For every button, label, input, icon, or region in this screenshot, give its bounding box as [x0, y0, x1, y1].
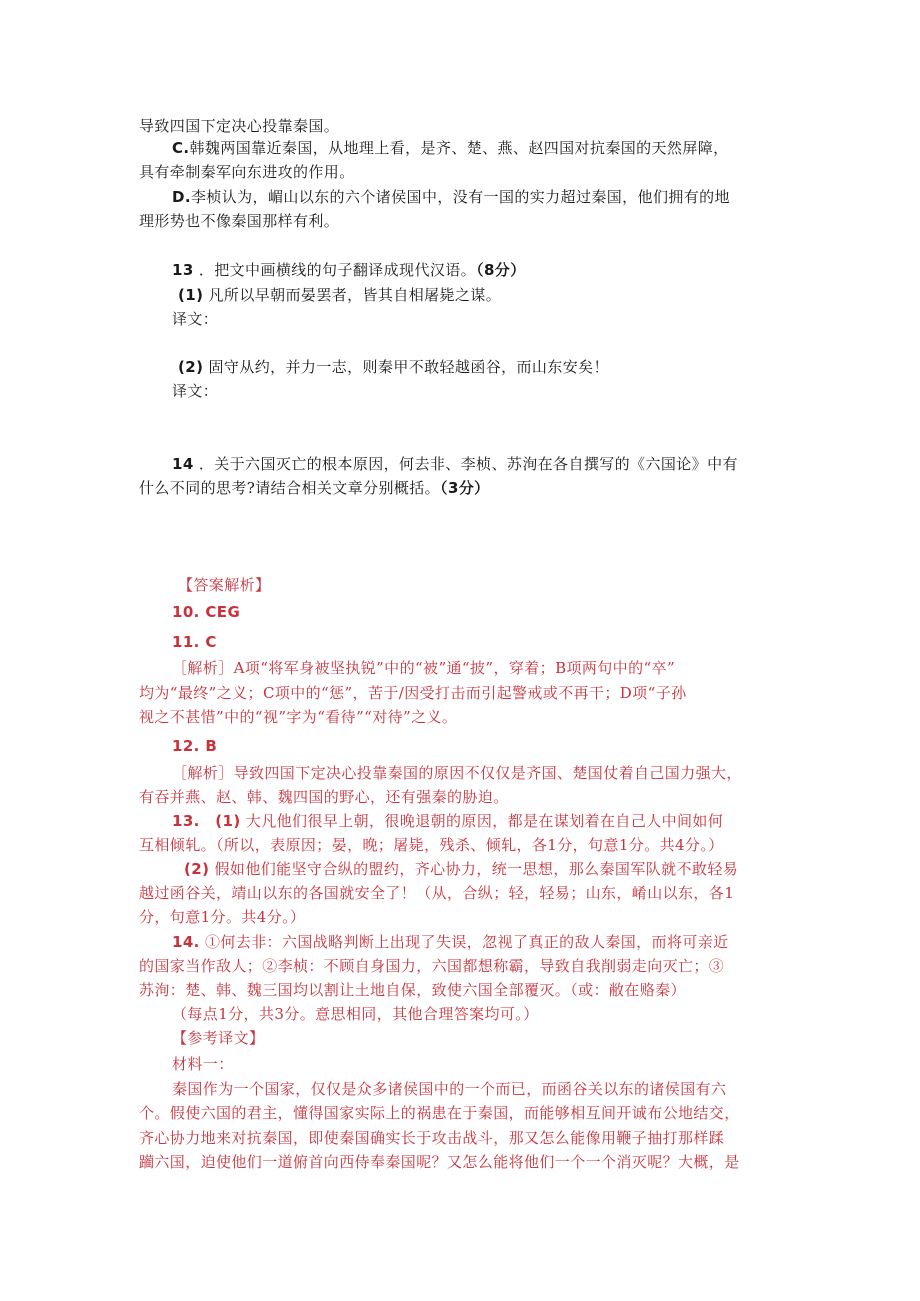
question-13-sentence-1: [178, 284, 501, 306]
translation-line-4: 躏六国，迫使他们一道俯首向西侍奉秦国呢？又怎么能将他们一个一个消灭呢？大概，是: [139, 1153, 740, 1171]
question-14-number: 14: [172, 455, 194, 473]
question-14-score: （3分）: [440, 479, 490, 497]
answer-13-1b: 互相倾轧。（所以，表原因；晏，晚；屠毙，残杀、倾轧，各1分，句意1分。共4分。）: [139, 836, 724, 854]
sentence-2-number: (2): [178, 358, 204, 376]
question-13-score: （8分）: [476, 261, 526, 279]
sentence-1-number: (1): [178, 286, 204, 304]
answer-12: 12. B: [172, 737, 218, 755]
answer-11-exp-1b: A项“将军身被坚执锐”中的“被”通“披”，穿着；: [233, 659, 556, 677]
option-d-text: 李桢认为，嵋山以东的六个诸侯国中，没有一国的实力超过秦国，他们拥有的地: [190, 188, 730, 206]
answer-14-3: 苏洵：楚、韩、魏三国均以割让土地自保，致使六国全部覆灭。（或：敝在赂秦）: [139, 981, 686, 999]
answer-11: 11. C: [172, 633, 217, 651]
answer-12-exp-2: 有吞并燕、赵、韩、魏四国的野心，还有强秦的胁迫。: [139, 788, 509, 806]
answer-11-exp-1: [172, 657, 675, 679]
answer-13-s1-number: (1): [215, 812, 241, 830]
sentence-1-text: 凡所以早朝而晏罢者，皆其自相屠毙之谋。: [208, 286, 502, 304]
answer-13-2a: 假如他们能坚守合纵的盟约，齐心协力，统一思想，那么秦国军队就不敢轻易: [214, 860, 739, 878]
answer-13-1a: 大凡他们很早上朝，很晚退朝的原因，都是在谋划着在自己人中间如何: [245, 812, 724, 830]
sentence-2-text: 固守从约，并力一志，则秦甲不敢轻越函谷，而山东安矣！: [208, 358, 609, 376]
option-c-text: 韩魏两国靠近秦国，从地理上看，是齐、楚、燕、赵四国对抗秦国的天然屏障，: [189, 139, 729, 157]
question-13: [172, 259, 526, 281]
answer-14-1: [172, 931, 729, 953]
answer-13-number: 13.: [172, 812, 200, 830]
question-13-sentence-2: [178, 356, 609, 378]
question-14-text2: 什么不同的思考?请结合相关文章分别概括。: [139, 479, 441, 497]
answer-13-1: [172, 810, 723, 832]
answer-11-exp-3: 视之不甚惜”中的“视”字为“看待”“对待”之义。: [139, 708, 458, 726]
option-d-label: D.: [172, 188, 191, 206]
question-14-text-cont: [139, 477, 490, 499]
question-13-text: ．把文中画横线的句子翻译成现代汉语。: [198, 261, 477, 279]
option-b-tail: 导致四国下定决心投靠秦国。: [139, 117, 340, 135]
answer-14-2: 的国家当作敌人；②李桢：不顾自身国力，六国都想称霸，导致自我削弱走向灭亡；③: [139, 957, 725, 975]
answer-14-1-text: ①何去非：六国战略判断上出现了失误，忽视了真正的敌人秦国，而将可亲近: [204, 933, 729, 951]
question-14: [172, 453, 738, 475]
answer-13-2c: 分，句意1分。共4分。）: [139, 908, 306, 926]
answer-11-exp-1a: ［解析］: [172, 659, 234, 677]
answer-13-s2-number: (2): [184, 860, 210, 878]
answer-14-number: 14.: [172, 933, 200, 951]
translation-line-1: 秦国作为一个国家，仅仅是众多诸侯国中的一个而已，而函谷关以东的诸侯国有六: [172, 1080, 727, 1098]
translation-label-2: 译文：: [172, 382, 219, 400]
answer-13-2b: 越过函谷关，靖山以东的各国就安全了！（从，合纵；轻，轻易；山东，崤山以东，各1: [139, 884, 735, 902]
answer-12-exp-1: ［解析］导致四国下定决心投靠秦国的原因不仅仅是齐国、楚国仗着自己国力强大，: [172, 764, 742, 782]
material-1-label: 材料一：: [172, 1055, 234, 1073]
answer-10: 10. CEG: [172, 603, 241, 621]
translation-line-2: 个。假使六国的君主，懂得国家实际上的祸患在于秦国，而能够相互间开诚布公地结交，: [139, 1104, 740, 1122]
question-14-text: ．关于六国灭亡的根本原因，何去非、李桢、苏洵在各自撰写的《六国论》中有: [198, 455, 738, 473]
answer-13-2: [184, 858, 738, 880]
answer-11-exp-2: 均为“最终”之义；C项中的“惩”，苦于/因受打击而引起警戒或不再干；D项“子孙: [139, 684, 687, 702]
option-d: [172, 186, 730, 208]
answers-header: 【答案解析】: [178, 576, 271, 594]
option-c: [172, 137, 729, 159]
option-c-text-cont: 具有牵制秦军向东进攻的作用。: [139, 163, 355, 181]
option-c-label: C.: [172, 139, 190, 157]
question-13-number: 13: [172, 261, 194, 279]
answer-11-exp-1c: B项两句中的“卒”: [555, 659, 676, 677]
translation-label-1: 译文：: [172, 310, 219, 328]
option-d-text-cont: 理形势也不像秦国那样有利。: [139, 212, 340, 230]
reference-translation-header: 【参考译文】: [172, 1029, 265, 1047]
translation-line-3: 齐心协力地来对抗秦国，即使秦国确实长于攻击战斗，那又怎么能像用鞭子抽打那样蹂: [139, 1129, 725, 1147]
answer-14-4: （每点1分，共3分。意思相同，其他合理答案均可。）: [172, 1005, 539, 1023]
